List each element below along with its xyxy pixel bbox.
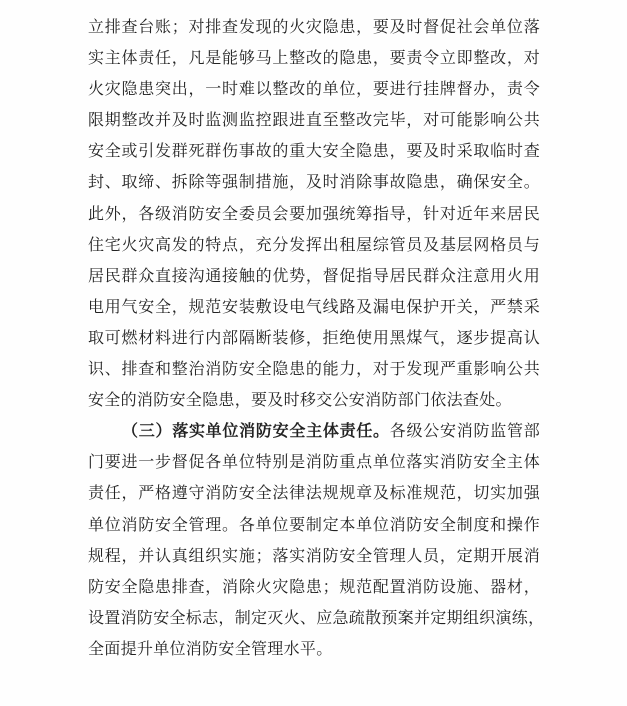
paragraph-1 — [88, 11, 540, 415]
text-line: 安全的消防安全隐患，要及时移交公安消防部门依法查处。 — [88, 390, 512, 410]
section-3-first-line-text: 各级公安消防监管部 — [389, 421, 540, 441]
text-line: 封、取缔、拆除等强制措施，及时消除事故隐患，确保安全。 — [88, 172, 540, 192]
text-line: 单位消防安全管理。各单位要制定本单位消防安全制度和操作 — [88, 514, 540, 534]
text-line: 住宅火灾高发的特点，充分发挥出租屋综管员及基层网格员与 — [88, 234, 540, 254]
text-line: 立排查台账；对排查发现的火灾隐患，要及时督促社会单位落 — [88, 17, 540, 36]
text-line: 防安全隐患排查，消除火灾隐患；规范配置消防设施、器材， — [88, 576, 540, 596]
text-line: 实主体责任，凡是能够马上整改的隐患，要责令立即整改，对 — [88, 48, 540, 68]
text-line: 责任，严格遵守消防安全法律法规规章及标准规范，切实加强 — [88, 483, 540, 503]
section-3-first-line — [88, 415, 540, 446]
text-line: 限期整改并及时监测监控跟进直至整改完毕，对可能影响公共 — [88, 110, 540, 130]
text-line: 居民群众直接沟通接触的优势，督促指导居民群众注意用火用 — [88, 265, 540, 285]
text-line: 识、排查和整治消防安全隐患的能力，对于发现严重影响公共 — [88, 359, 540, 379]
text-line: 取可燃材料进行内部隔断装修，拒绝使用黑煤气，逐步提高认 — [88, 327, 540, 347]
text-line: 门要进一步督促各单位特别是消防重点单位落实消防安全主体 — [88, 452, 540, 472]
section-3-paragraph — [88, 415, 545, 664]
body-text — [88, 11, 545, 664]
text-line: 全面提升单位消防安全管理水平。 — [88, 638, 333, 658]
text-line: 电用气安全，规范安装敷设电气线路及漏电保护开关，严禁采 — [88, 296, 540, 316]
text-line: 此外，各级消防安全委员会要加强统筹指导，针对近年来居民 — [88, 203, 540, 223]
text-line: 火灾隐患突出，一时难以整改的单位，要进行挂牌督办，责令 — [88, 79, 540, 99]
text-line: 安全或引发群死群伤事故的重大安全隐患，要及时采取临时查 — [88, 141, 540, 161]
section-3-heading: （三）落实单位消防安全主体责任。 — [122, 421, 390, 441]
text-line: 设置消防安全标志，制定灭火、应急疏散预案并定期组织演练， — [88, 607, 545, 627]
text-line: 规程，并认真组织实施；落实消防安全管理人员，定期开展消 — [88, 545, 540, 565]
